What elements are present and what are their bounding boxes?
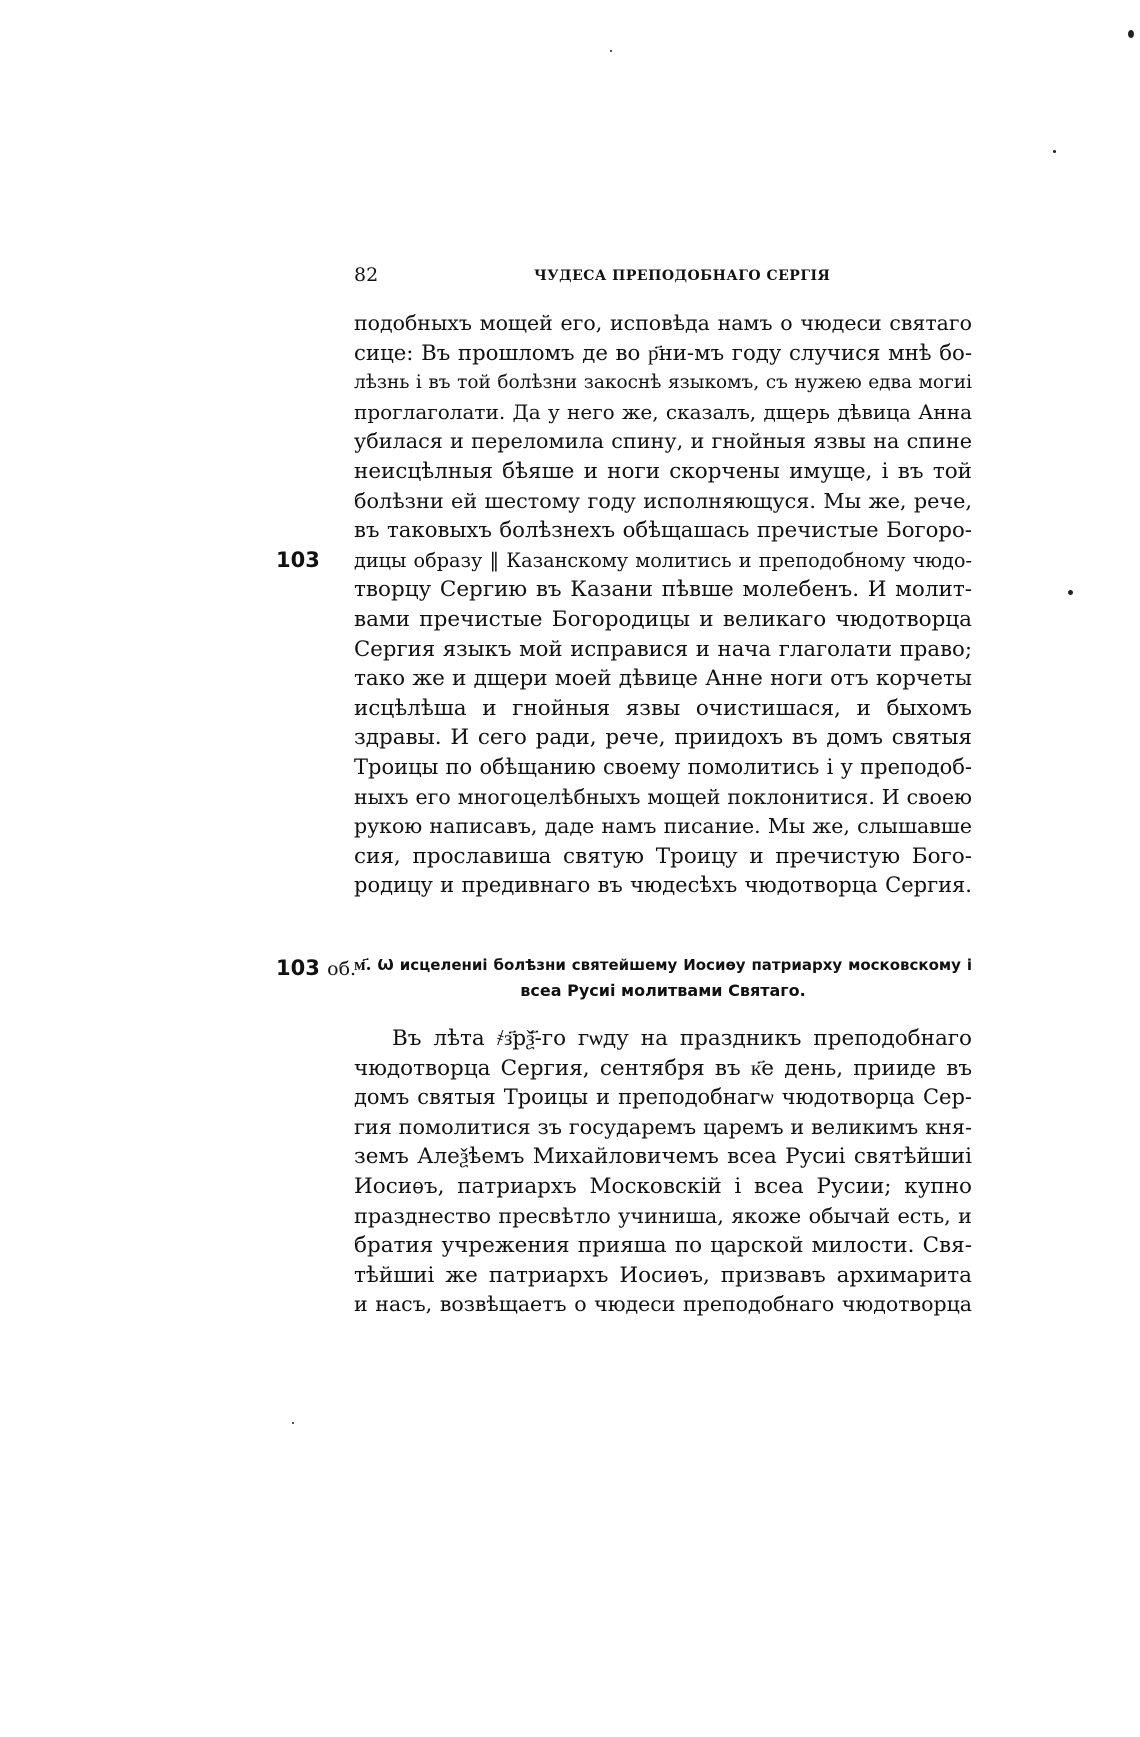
- text-line: сия, прославиша святую Троицу и пречистую Бого-: [354, 843, 972, 869]
- text-line: проглаголати. Да у него же, сказалъ, дщерь дѣвица Анна: [354, 399, 972, 424]
- folio-number: 103: [276, 956, 320, 980]
- text-line: исцѣлѣша и гнойныя язвы очистишася, и быхомъ: [354, 695, 972, 721]
- folio-number: 103: [276, 548, 320, 572]
- text-line: ныхъ его многоцелѣбныхъ мощей поклонитися. И своею: [354, 784, 972, 809]
- scan-speck: [292, 1422, 294, 1424]
- chapter-number: м҃.: [354, 955, 372, 975]
- running-title: ЧУДЕСА ПРЕПОДОБНАГО СЕРГІЯ: [534, 268, 831, 284]
- text-line: и насъ, возвѣщаетъ о чюдеси преподобнаго чюдотворца: [354, 1292, 972, 1317]
- text-line: убилася и переломила спину, и гнойныя язвы на спине: [354, 429, 972, 454]
- text-line: дицы образу ‖ Казанскому молитись и преподобному чюдо-: [354, 548, 972, 572]
- text-line: родицу и предивнаго въ чюдесѣхъ чюдотворца Сергия.: [354, 873, 972, 898]
- margin-note-folio: [276, 548, 320, 572]
- text-line: Иосиѳъ, патриархъ Московскій і всеа Русии; купно: [354, 1173, 972, 1199]
- page-number: 82: [354, 264, 379, 286]
- text-line: неисцѣлныя бѣяше и ноги скорчены имуще, і въ той: [354, 458, 972, 484]
- text-line: Троицы по обѣщанию своему помолитись і у преподоб-: [354, 754, 972, 779]
- text-line: тѣйшиі же патриархъ Иосиѳъ, призвавъ архимарита: [354, 1262, 972, 1288]
- scan-speck: [1068, 590, 1073, 595]
- text-line: чюдотворца Сергия, сентября въ к҃е день, прииде въ: [354, 1055, 972, 1081]
- chapter-heading: [354, 952, 972, 1004]
- text-line: земъ Алеѯѣемъ Михайловичемъ всеа Русиі святѣйшиі: [354, 1144, 972, 1170]
- text-line: празднество пресвѣтло учиниша, якоже обычай есть, и: [354, 1203, 972, 1228]
- text-line: здравы. И сего ради, рече, приидохъ въ домъ святыя: [354, 725, 972, 751]
- scan-speck: [610, 50, 612, 52]
- text-line: вами пречистые Богородицы и великаго чюдотворца: [354, 606, 972, 632]
- text-line: домъ святыя Троицы и преподобнагѡ чюдотворца Сер-: [354, 1085, 972, 1110]
- paragraph-2: [354, 1024, 972, 1320]
- text-line: Въ лѣта ҂з҃рѯ҃-го гѡду на праздникъ преподобнаго: [392, 1026, 972, 1051]
- margin-note-folio-verso: [276, 956, 356, 980]
- text-line: рукою написавъ, даде намъ писание. Мы же, слышавше: [354, 814, 972, 839]
- paragraph-1: [354, 309, 972, 901]
- chapter-heading-line-1: [354, 952, 972, 978]
- page-header: [354, 262, 972, 292]
- folio-suffix: об.: [327, 958, 357, 980]
- text-line: лѣзнь і въ той болѣзни закоснѣ языкомъ, съ нужею едва могиі: [354, 372, 972, 394]
- text-line: Сергия языкъ мой исправися и нача глаголати право;: [354, 636, 972, 662]
- text-line: въ таковыхъ болѣзнехъ обѣщашась пречистые Богоро-: [354, 518, 972, 544]
- text-line: тако же и дщери моей дѣвице Анне ноги отъ корчеты: [354, 666, 972, 692]
- text-line: гия помолитися зъ государемъ царемъ и великимъ кня-: [354, 1114, 972, 1139]
- text-line: болѣзни ей шестому году исполняющуся. Мы же, рече,: [354, 488, 972, 513]
- text-line: творцу Сергию въ Казани пѣвше молебенъ. И молит-: [354, 577, 972, 603]
- text-line: сице: Въ прошломъ де во р҃ни-мъ году случися мнѣ бо-: [354, 340, 972, 366]
- chapter-title-part-2: всеа Русиі молитвами Святаго.: [520, 981, 806, 1000]
- text-line: подобныхъ мощей его, исповѣда намъ о чюдеси святаго: [354, 311, 972, 335]
- text-line: братия учрежения прияша по царской милости. Свя-: [354, 1233, 972, 1259]
- scan-speck: [1053, 150, 1056, 153]
- scan-speck: [1128, 30, 1134, 38]
- chapter-title-part-1: Ѡ исцелениі болѣзни святейшему Иосиѳу патриарху московскому і: [377, 956, 972, 974]
